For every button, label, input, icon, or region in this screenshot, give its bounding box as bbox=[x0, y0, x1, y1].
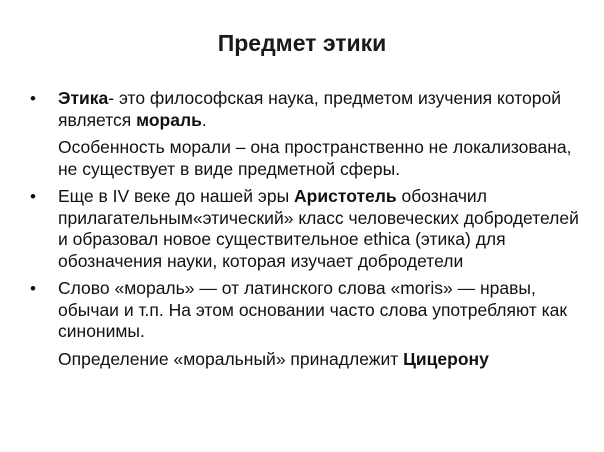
word-morality-text: Слово «мораль» — от латинского слова «moris» — нравы, обычаи и т.п. На этом основании часто слова употребляют как синонимы. bbox=[58, 278, 568, 341]
bullet-icon: • bbox=[30, 279, 36, 298]
slide-content bbox=[30, 88, 590, 370]
bullet-item-word-morality bbox=[30, 278, 590, 343]
bullet-icon: • bbox=[30, 89, 36, 108]
bullet-item-ethics bbox=[30, 88, 590, 131]
term-ethics: Этика bbox=[58, 88, 109, 108]
bullet-icon: • bbox=[30, 187, 36, 206]
aristotle-text: обозначил прилагательным«этический» класс человеческих добродетелей и образовал новое существительное ethica (этика) для обозначения науки, которая изучает добродетели bbox=[58, 186, 579, 271]
paragraph-cicero bbox=[30, 349, 590, 371]
term-morality: мораль bbox=[136, 109, 202, 130]
slide-title: Предмет этики bbox=[217, 30, 387, 56]
definition-text: - это философская наука, предметом изучения которой является bbox=[58, 88, 561, 130]
cicero-intro: Определение «моральный» принадлежит bbox=[58, 348, 404, 369]
paragraph-morality-feature: Особенность морали – она пространственно не локализована, не существует в виде предметной сферы. bbox=[58, 137, 572, 179]
aristotle-intro: Еще в IV веке до нашей эры bbox=[58, 186, 295, 206]
punctuation: . bbox=[201, 109, 207, 130]
bullet-item-aristotle bbox=[30, 186, 590, 272]
term-cicero: Цицерону bbox=[403, 348, 489, 369]
term-aristotle: Аристотель bbox=[294, 186, 397, 206]
